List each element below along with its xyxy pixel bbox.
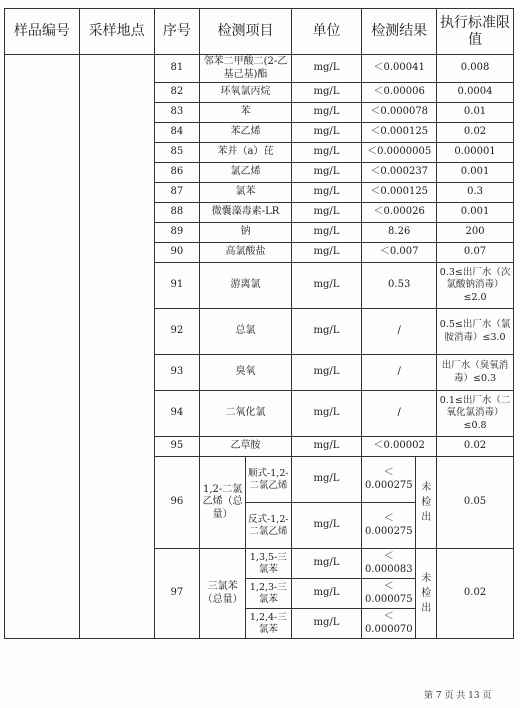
unit-cell: mg/L xyxy=(291,609,362,639)
header-sample-id: 样品编号 xyxy=(5,9,80,55)
unit-cell: mg/L xyxy=(291,579,362,609)
row-number: 95 xyxy=(154,437,200,457)
sub-result-cell: ＜0.000075 xyxy=(362,579,416,609)
row-number: 82 xyxy=(154,83,200,103)
sub-item-name: 1,2,4-三氯苯 xyxy=(245,609,291,639)
standard-cell: 0.02 xyxy=(437,549,514,639)
result-cell: 8.26 xyxy=(362,223,437,243)
standard-cell: 0.01 xyxy=(437,103,514,123)
page-footer: 第 7 页 共 13 页 xyxy=(424,691,492,701)
item-name: 乙草胺 xyxy=(200,437,291,457)
test-results-table xyxy=(4,8,514,639)
table-row xyxy=(5,55,514,83)
row-number: 84 xyxy=(154,123,200,143)
unit-cell: mg/L xyxy=(291,243,362,263)
result-cell: ＜0.000078 xyxy=(362,103,437,123)
row-number: 89 xyxy=(154,223,200,243)
unit-cell: mg/L xyxy=(291,143,362,163)
header-item: 检测项目 xyxy=(200,9,291,55)
item-name: 苯并（a）芘 xyxy=(200,143,291,163)
item-name: 苯 xyxy=(200,103,291,123)
standard-cell: 0.5≤出厂水（氯胺消毒）≤3.0 xyxy=(437,309,514,355)
row-number: 92 xyxy=(154,309,200,355)
item-name: 环氧氯丙烷 xyxy=(200,83,291,103)
row-number: 85 xyxy=(154,143,200,163)
unit-cell: mg/L xyxy=(291,263,362,309)
row-number: 88 xyxy=(154,203,200,223)
summary-result-cell: 未检出 xyxy=(416,549,437,639)
result-cell: ＜0.000125 xyxy=(362,123,437,143)
result-cell: ＜0.00041 xyxy=(362,55,437,83)
sub-result-cell: ＜0.000070 xyxy=(362,609,416,639)
row-number: 86 xyxy=(154,163,200,183)
standard-cell: 出厂水（臭氧消毒）≤0.3 xyxy=(437,355,514,391)
unit-cell: mg/L xyxy=(291,309,362,355)
unit-cell: mg/L xyxy=(291,391,362,437)
row-number: 93 xyxy=(154,355,200,391)
result-cell: ＜0.00026 xyxy=(362,203,437,223)
unit-cell: mg/L xyxy=(291,503,362,549)
sub-result-cell: ＜0.000275 xyxy=(362,457,416,503)
header-no: 序号 xyxy=(154,9,200,55)
unit-cell: mg/L xyxy=(291,223,362,243)
header-row xyxy=(5,9,514,55)
standard-cell: 200 xyxy=(437,223,514,243)
result-cell: ＜0.00006 xyxy=(362,83,437,103)
header-result: 检测结果 xyxy=(362,9,437,55)
row-number: 87 xyxy=(154,183,200,203)
sub-item-name: 1,3,5-三氯苯 xyxy=(245,549,291,579)
unit-cell: mg/L xyxy=(291,355,362,391)
unit-cell: mg/L xyxy=(291,123,362,143)
standard-cell: 0.0004 xyxy=(437,83,514,103)
item-name: 总氯 xyxy=(200,309,291,355)
row-number: 83 xyxy=(154,103,200,123)
result-cell: ＜0.000237 xyxy=(362,163,437,183)
sub-result-cell: ＜0.000083 xyxy=(362,549,416,579)
result-cell: / xyxy=(362,355,437,391)
result-cell: ＜0.0000005 xyxy=(362,143,437,163)
sub-result-cell: ＜0.000275 xyxy=(362,503,416,549)
row-number: 94 xyxy=(154,391,200,437)
unit-cell: mg/L xyxy=(291,83,362,103)
item-name: 苯乙烯 xyxy=(200,123,291,143)
item-name: 二氧化氯 xyxy=(200,391,291,437)
standard-cell: 0.3 xyxy=(437,183,514,203)
group-item-name: 三氯苯（总量） xyxy=(200,549,246,639)
result-cell: ＜0.000125 xyxy=(362,183,437,203)
row-number: 81 xyxy=(154,55,200,83)
item-name: 钠 xyxy=(200,223,291,243)
item-name: 高氯酸盐 xyxy=(200,243,291,263)
unit-cell: mg/L xyxy=(291,183,362,203)
result-cell: 0.53 xyxy=(362,263,437,309)
unit-cell: mg/L xyxy=(291,163,362,183)
standard-cell: 0.001 xyxy=(437,163,514,183)
item-name: 氯苯 xyxy=(200,183,291,203)
standard-cell: 0.1≤出厂水（二氧化氯消毒）≤0.8 xyxy=(437,391,514,437)
standard-cell: 0.00001 xyxy=(437,143,514,163)
standard-cell: 0.07 xyxy=(437,243,514,263)
item-name: 微囊藻毒素-LR xyxy=(200,203,291,223)
standard-cell: 0.05 xyxy=(437,457,514,549)
result-cell: / xyxy=(362,309,437,355)
row-number: 91 xyxy=(154,263,200,309)
site-cell xyxy=(79,55,154,639)
sub-item-name: 顺式-1,2-二氯乙烯 xyxy=(245,457,291,503)
header-unit: 单位 xyxy=(291,9,362,55)
standard-cell: 0.001 xyxy=(437,203,514,223)
unit-cell: mg/L xyxy=(291,437,362,457)
result-cell: / xyxy=(362,391,437,437)
summary-result-cell: 未检出 xyxy=(416,457,437,549)
item-name: 氯乙烯 xyxy=(200,163,291,183)
header-standard: 执行标准限值 xyxy=(437,9,514,55)
standard-cell: 0.02 xyxy=(437,123,514,143)
group-item-name: 1,2-二氯乙烯（总量） xyxy=(200,457,246,549)
unit-cell: mg/L xyxy=(291,457,362,503)
item-name: 游离氯 xyxy=(200,263,291,309)
standard-cell: 0.3≤出厂水（次氯酸钠消毒）≤2.0 xyxy=(437,263,514,309)
sub-item-name: 反式-1,2-二氯乙烯 xyxy=(245,503,291,549)
sample-id-cell xyxy=(5,55,80,639)
unit-cell: mg/L xyxy=(291,103,362,123)
table-body xyxy=(5,55,514,639)
sub-item-name: 1,2,3-三氯苯 xyxy=(245,579,291,609)
unit-cell: mg/L xyxy=(291,55,362,83)
unit-cell: mg/L xyxy=(291,203,362,223)
row-number: 96 xyxy=(154,457,200,549)
item-name: 邻苯二甲酸二(2-乙基己基)酯 xyxy=(200,55,291,83)
result-cell: ＜0.007 xyxy=(362,243,437,263)
item-name: 臭氧 xyxy=(200,355,291,391)
standard-cell: 0.02 xyxy=(437,437,514,457)
unit-cell: mg/L xyxy=(291,549,362,579)
standard-cell: 0.008 xyxy=(437,55,514,83)
row-number: 90 xyxy=(154,243,200,263)
row-number: 97 xyxy=(154,549,200,639)
result-cell: ＜0.00002 xyxy=(362,437,437,457)
header-site: 采样地点 xyxy=(79,9,154,55)
